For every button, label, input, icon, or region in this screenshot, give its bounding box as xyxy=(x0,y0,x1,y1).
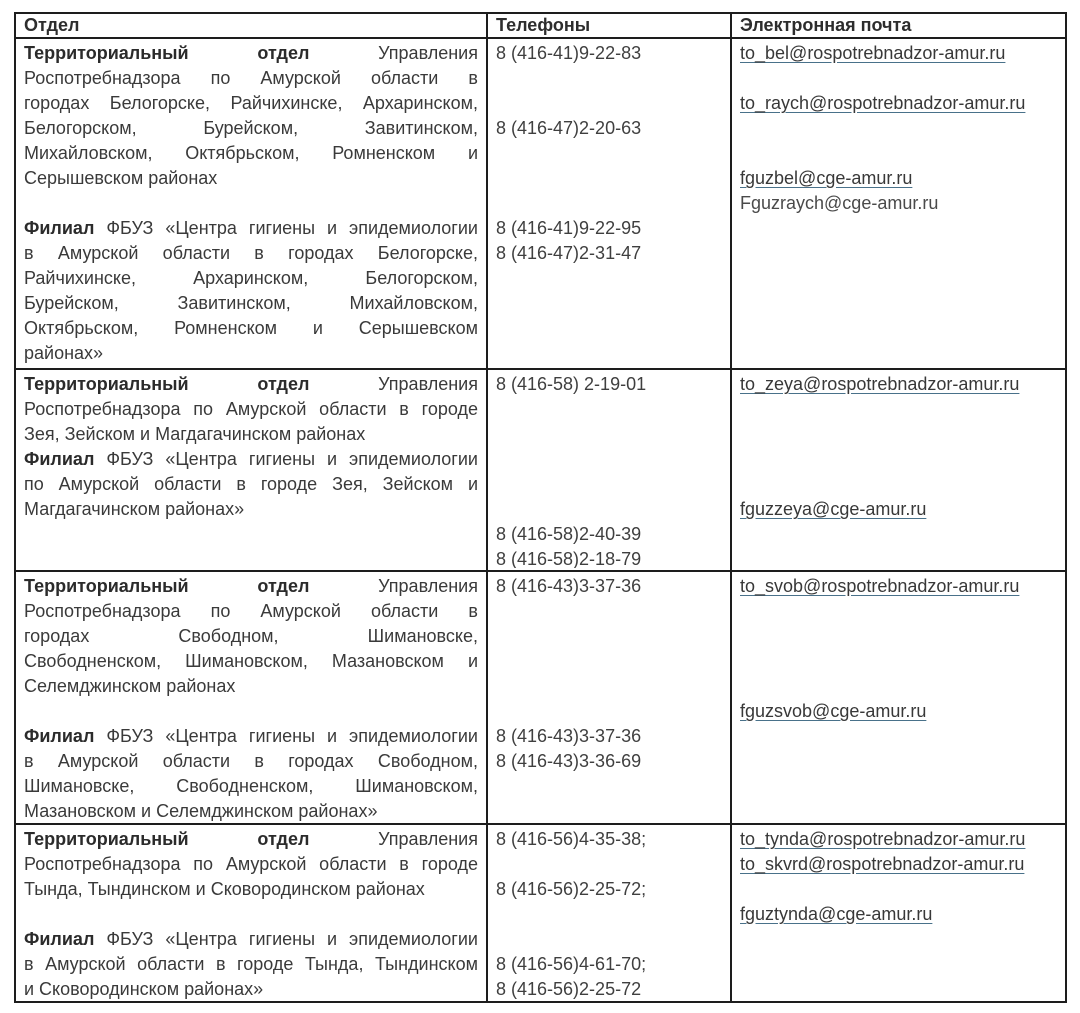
department-line-text: Михайловском, Октябрьском, Ромненском и xyxy=(24,143,478,163)
email-line xyxy=(740,116,1057,141)
email-line xyxy=(740,241,1057,266)
column-header-department: Отдел xyxy=(15,13,487,38)
department-line xyxy=(24,827,478,852)
email-line xyxy=(740,166,1057,191)
email-line xyxy=(740,927,1057,952)
phone-number: 8 (416-56)2-25-72 xyxy=(496,979,642,999)
phone-line xyxy=(496,241,722,266)
email-link[interactable]: to_tynda@rospotrebnadzor-amur.ru xyxy=(740,829,1026,849)
department-line-text: Магдагачинском районах» xyxy=(24,499,245,519)
department-line-text: Бурейском, Завитинском, Михайловском, xyxy=(24,293,478,313)
department-text xyxy=(24,827,478,999)
phone-line xyxy=(496,799,722,821)
department-line-text: Управления xyxy=(378,374,478,394)
phone-line xyxy=(496,41,722,66)
email-line xyxy=(740,827,1057,852)
email-line xyxy=(740,316,1057,341)
phone-line xyxy=(496,724,722,749)
department-line-text: ФБУЗ «Центра гигиены и эпидемиологии xyxy=(106,218,478,238)
emails-cell xyxy=(731,571,1066,824)
phone-line xyxy=(496,66,722,91)
phone-line xyxy=(496,877,722,902)
column-header-email: Электронная почта xyxy=(731,13,1066,38)
department-line-text: Управления xyxy=(378,829,478,849)
department-line xyxy=(24,649,478,674)
department-line-text: ФБУЗ «Центра гигиены и эпидемиологии xyxy=(106,449,478,469)
email-line xyxy=(740,977,1057,999)
department-line xyxy=(24,927,478,952)
phones-cell xyxy=(487,38,731,369)
department-line-text: и Сковородинском районах» xyxy=(24,979,264,999)
header-row xyxy=(15,13,1066,38)
phone-line xyxy=(496,422,722,447)
department-line xyxy=(24,266,478,291)
phone-line xyxy=(496,674,722,699)
department-line xyxy=(24,977,478,999)
table-row xyxy=(15,571,1066,824)
phone-line xyxy=(496,827,722,852)
email-link[interactable]: fguzzeya@cge-amur.ru xyxy=(740,499,927,519)
department-line xyxy=(24,116,478,141)
department-line-text: Зея, Зейском и Магдагачинском районах xyxy=(24,424,366,444)
department-bold-label: Территориальный отдел xyxy=(24,374,310,394)
phones-cell xyxy=(487,824,731,1002)
department-line xyxy=(24,472,478,497)
department-line xyxy=(24,799,478,821)
department-line-text: в Амурской области в городах Свободном, xyxy=(24,751,478,771)
department-cell xyxy=(15,571,487,824)
phones-list xyxy=(496,827,722,999)
phone-line xyxy=(496,266,722,291)
email-line xyxy=(740,141,1057,166)
department-bold-label: Филиал xyxy=(24,726,95,746)
blank-line xyxy=(24,699,478,724)
department-line xyxy=(24,91,478,116)
department-cell xyxy=(15,369,487,571)
department-line xyxy=(24,877,478,902)
email-line xyxy=(740,852,1057,877)
email-line xyxy=(740,266,1057,291)
email-line xyxy=(740,674,1057,699)
phone-line xyxy=(496,447,722,472)
department-line-text: Райчихинске, Архаринском, Белогорском, xyxy=(24,268,478,288)
department-line-text: в Амурской области в городах Белогорске, xyxy=(24,243,478,263)
phone-line xyxy=(496,574,722,599)
email-line xyxy=(740,774,1057,799)
phone-line xyxy=(496,116,722,141)
department-line xyxy=(24,749,478,774)
department-line-text: Октябрьском, Ромненском и Серышевском xyxy=(24,318,478,338)
department-bold-label: Филиал xyxy=(24,449,95,469)
phone-line xyxy=(496,341,722,366)
emails-list xyxy=(740,574,1057,821)
department-line xyxy=(24,599,478,624)
department-line xyxy=(24,624,478,649)
department-line xyxy=(24,166,478,191)
department-line xyxy=(24,724,478,749)
phone-line xyxy=(496,141,722,166)
department-line-text: районах» xyxy=(24,343,104,363)
email-link[interactable]: fguzbel@cge-amur.ru xyxy=(740,168,913,188)
department-line-text: Управления xyxy=(378,576,478,596)
blank-line xyxy=(24,902,478,927)
table-row xyxy=(15,824,1066,1002)
phone-line xyxy=(496,91,722,116)
department-line-text: Серышевском районах xyxy=(24,168,218,188)
email-line xyxy=(740,649,1057,674)
table-row xyxy=(15,38,1066,369)
department-line-text: Свободненском, Шимановском, Мазановском и xyxy=(24,651,478,671)
department-line-text: Тында, Тындинском и Сковородинском районах xyxy=(24,879,425,899)
department-cell xyxy=(15,824,487,1002)
department-line xyxy=(24,674,478,699)
email-link[interactable]: to_zeya@rospotrebnadzor-amur.ru xyxy=(740,374,1020,394)
department-bold-label: Территориальный отдел xyxy=(24,829,310,849)
phone-line xyxy=(496,749,722,774)
emails-list xyxy=(740,41,1057,366)
department-text xyxy=(24,372,478,568)
phones-cell xyxy=(487,369,731,571)
department-line xyxy=(24,774,478,799)
email-link[interactable]: to_skvrd@rospotrebnadzor-amur.ru xyxy=(740,854,1025,874)
email-link[interactable]: to_svob@rospotrebnadzor-amur.ru xyxy=(740,576,1020,596)
department-bold-label: Филиал xyxy=(24,218,95,238)
email-line xyxy=(740,599,1057,624)
department-line xyxy=(24,216,478,241)
email-line xyxy=(740,341,1057,366)
phone-line xyxy=(496,699,722,724)
email-link[interactable]: to_raych@rospotrebnadzor-amur.ru xyxy=(740,93,1026,113)
department-line xyxy=(24,41,478,66)
email-line xyxy=(740,799,1057,821)
phone-line xyxy=(496,191,722,216)
department-line-text: Роспотребнадзора по Амурской области в городе xyxy=(24,399,478,419)
emails-cell xyxy=(731,369,1066,571)
email-line xyxy=(740,522,1057,547)
email-line xyxy=(740,902,1057,927)
email-line xyxy=(740,724,1057,749)
phone-number: 8 (416-47)2-31-47 xyxy=(496,243,642,263)
phone-line xyxy=(496,774,722,799)
department-line xyxy=(24,241,478,266)
department-line-text: городах Белогорске, Райчихинске, Архаринском, xyxy=(24,93,478,113)
department-bold-label: Территориальный отдел xyxy=(24,576,310,596)
department-bold-label: Территориальный отдел xyxy=(24,43,310,63)
phone-number: 8 (416-43)3-37-36 xyxy=(496,576,642,596)
email-line xyxy=(740,574,1057,599)
email-line xyxy=(740,624,1057,649)
emails-cell xyxy=(731,38,1066,369)
email-line xyxy=(740,66,1057,91)
department-line-text: Роспотребнадзора по Амурской области в городе xyxy=(24,854,478,874)
department-line xyxy=(24,66,478,91)
phone-line xyxy=(496,599,722,624)
email-line xyxy=(740,422,1057,447)
department-line xyxy=(24,341,478,366)
phone-line xyxy=(496,472,722,497)
phone-line xyxy=(496,547,722,568)
department-line xyxy=(24,852,478,877)
phone-line xyxy=(496,166,722,191)
email-line xyxy=(740,472,1057,497)
phone-line xyxy=(496,497,722,522)
email-line xyxy=(740,877,1057,902)
phones-list xyxy=(496,574,722,821)
phone-line xyxy=(496,291,722,316)
contacts-table xyxy=(14,12,1067,1003)
department-line-text: городах Свободном, Шимановске, xyxy=(24,626,478,646)
department-bold-label: Филиал xyxy=(24,929,95,949)
emails-cell xyxy=(731,824,1066,1002)
email-line xyxy=(740,91,1057,116)
blank-line xyxy=(24,191,478,216)
phone-number: 8 (416-56)4-61-70; xyxy=(496,954,647,974)
phones-list xyxy=(496,41,722,366)
email-line xyxy=(740,41,1057,66)
department-line xyxy=(24,397,478,422)
emails-list xyxy=(740,372,1057,568)
department-line-text: ФБУЗ «Центра гигиены и эпидемиологии xyxy=(106,929,478,949)
email-line xyxy=(740,699,1057,724)
phone-line xyxy=(496,852,722,877)
phone-number: 8 (416-47)2-20-63 xyxy=(496,118,642,138)
email-line xyxy=(740,216,1057,241)
email-line xyxy=(740,191,1057,216)
department-line xyxy=(24,291,478,316)
email-line xyxy=(740,372,1057,397)
department-line xyxy=(24,141,478,166)
email-line xyxy=(740,952,1057,977)
phones-cell xyxy=(487,571,731,824)
department-line-text: Белогорском, Бурейском, Завитинском, xyxy=(24,118,478,138)
email-line xyxy=(740,749,1057,774)
department-line xyxy=(24,497,478,522)
department-line xyxy=(24,952,478,977)
department-line xyxy=(24,447,478,472)
department-line-text: по Амурской области в городе Зея, Зейском и xyxy=(24,474,478,494)
department-line-text: ФБУЗ «Центра гигиены и эпидемиологии xyxy=(106,726,478,746)
department-line xyxy=(24,574,478,599)
table-row xyxy=(15,369,1066,571)
email-line xyxy=(740,547,1057,568)
phone-number: 8 (416-56)2-25-72; xyxy=(496,879,647,899)
email-link[interactable]: fguzsvob@cge-amur.ru xyxy=(740,701,927,721)
department-line-text: Управления xyxy=(378,43,478,63)
department-line-text: Роспотребнадзора по Амурской области в xyxy=(24,68,478,88)
emails-list xyxy=(740,827,1057,999)
department-line xyxy=(24,372,478,397)
department-line-text: в Амурской области в городе Тында, Тындинском xyxy=(24,954,478,974)
phone-line xyxy=(496,952,722,977)
phone-line xyxy=(496,977,722,999)
department-line-text: Селемджинском районах xyxy=(24,676,236,696)
department-line-text: Роспотребнадзора по Амурской области в xyxy=(24,601,478,621)
phone-line xyxy=(496,927,722,952)
phone-line xyxy=(496,216,722,241)
email-line xyxy=(740,447,1057,472)
phone-number: 8 (416-58) 2-19-01 xyxy=(496,374,647,394)
department-cell xyxy=(15,38,487,369)
phone-line xyxy=(496,372,722,397)
department-text xyxy=(24,574,478,821)
phones-list xyxy=(496,372,722,568)
department-line xyxy=(24,316,478,341)
department-text xyxy=(24,41,478,366)
phone-number: 8 (416-58)2-40-39 xyxy=(496,524,642,544)
phone-line xyxy=(496,316,722,341)
phone-line xyxy=(496,397,722,422)
phone-line xyxy=(496,624,722,649)
department-line-text: Мазановском и Селемджинском районах» xyxy=(24,801,378,821)
phone-number: 8 (416-43)3-37-36 xyxy=(496,726,642,746)
phone-number: 8 (416-58)2-18-79 xyxy=(496,549,642,568)
phone-line xyxy=(496,649,722,674)
department-line xyxy=(24,422,478,447)
email-link[interactable]: to_bel@rospotrebnadzor-amur.ru xyxy=(740,43,1006,63)
phone-number: 8 (416-41)9-22-83 xyxy=(496,43,642,63)
department-line-text: Шимановске, Свободненском, Шимановском, xyxy=(24,776,478,796)
email-line xyxy=(740,291,1057,316)
email-line xyxy=(740,497,1057,522)
column-header-phones: Телефоны xyxy=(487,13,731,38)
phone-number: 8 (416-41)9-22-95 xyxy=(496,218,642,238)
phone-line xyxy=(496,902,722,927)
email-link[interactable]: fguztynda@cge-amur.ru xyxy=(740,904,933,924)
phone-number: 8 (416-43)3-36-69 xyxy=(496,751,642,771)
email-line xyxy=(740,397,1057,422)
phone-number: 8 (416-56)4-35-38; xyxy=(496,829,647,849)
email-text: Fguzraych@cge-amur.ru xyxy=(740,193,939,213)
phone-line xyxy=(496,522,722,547)
